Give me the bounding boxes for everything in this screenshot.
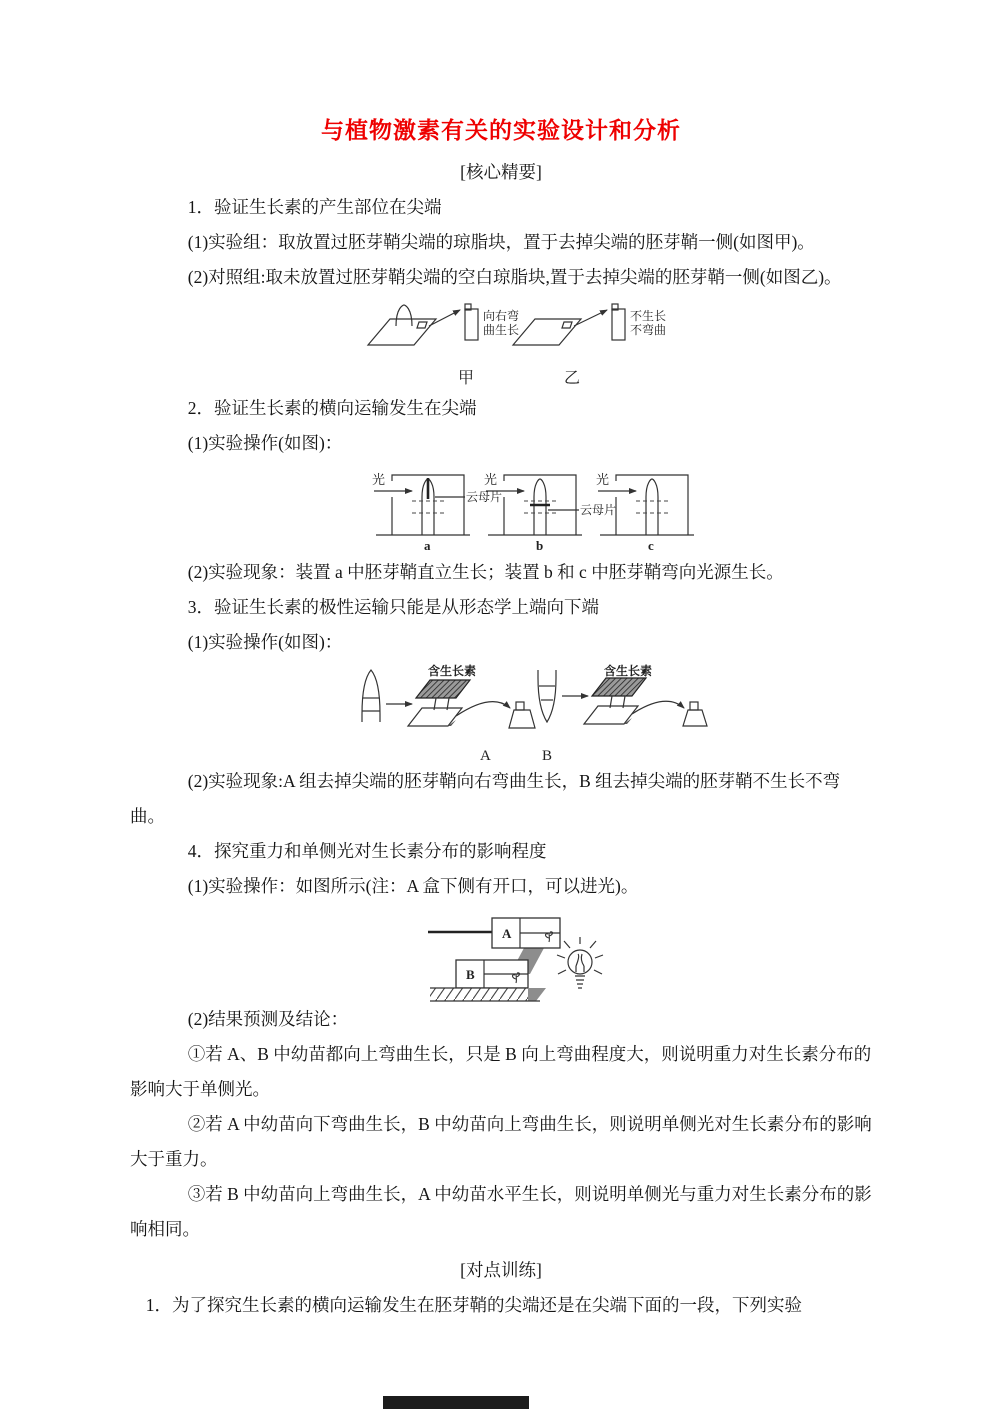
upright-segment-icon xyxy=(362,670,380,722)
figure-polar-transport-svg xyxy=(352,664,714,764)
para-item3-result: (2)实验现象:A 组去掉尖端的胚芽鞘向右弯曲生长，B 组去掉尖端的胚芽鞘不生长不弯曲。 xyxy=(130,771,841,826)
light-label-a: 光 xyxy=(372,472,386,487)
para-item4-c2: ②若 A 中幼苗向下弯曲生长，B 中幼苗向上弯曲生长，则说明单侧光对生长素分布的影响大于重力。 xyxy=(130,1114,872,1169)
training-header: [对点训练] xyxy=(460,1260,542,1280)
auxin-agar-block-A xyxy=(416,680,470,698)
decapitated-coleoptile-jia xyxy=(465,309,478,340)
slide-jia xyxy=(368,319,436,345)
para-item3-op: (1)实验操作(如图)： xyxy=(187,632,343,652)
page-title: 与植物激素有关的实验设计和分析 xyxy=(321,117,681,143)
mica-label-a: 云母片 xyxy=(466,490,503,504)
group-B xyxy=(538,664,707,764)
para-item4-title: 4．探究重力和单侧光对生长素分布的影响程度 xyxy=(187,841,547,861)
dark-box-c xyxy=(616,475,688,535)
label-jia: 甲 xyxy=(458,370,475,387)
para-item4-op: (1)实验操作：如图所示(注：A 盒下侧有开口，可以进光)。 xyxy=(187,876,639,896)
para-item2-title: 2．验证生长素的横向运输发生在尖端 xyxy=(187,398,477,418)
receiver-agar-A xyxy=(516,702,524,710)
light-label-c: 光 xyxy=(596,472,610,487)
figure-gravity-light-svg xyxy=(428,908,618,1002)
coleoptile-b xyxy=(534,479,546,535)
curved-arrow-B xyxy=(632,701,684,714)
receiver-coleoptile-A xyxy=(509,710,535,728)
group-A xyxy=(362,664,535,764)
arrow-yi xyxy=(574,310,607,326)
auxin-agar-block-B xyxy=(592,678,646,696)
decapitated-coleoptile-yi xyxy=(612,309,625,340)
receiver-agar-B xyxy=(690,702,698,710)
figure-lateral-transport-svg xyxy=(372,467,702,553)
document-content xyxy=(130,112,872,1323)
receiver-coleoptile-B xyxy=(683,710,707,726)
para-item3-title: 3．验证生长素的极性运输只能是从形态学上端向下端 xyxy=(187,597,599,617)
para-item4-c3: ③若 B 中幼苗向上弯曲生长，A 中幼苗水平生长，则说明单侧光与重力对生长素分布的影响相同。 xyxy=(130,1184,872,1239)
box-B xyxy=(456,960,528,988)
para-item1-ctrl: (2)对照组:取未放置过胚芽鞘尖端的空白琼脂块,置于去掉尖端的胚芽鞘一侧(如图乙)。 xyxy=(187,267,842,287)
figure-production-site-svg xyxy=(366,301,706,389)
result-yi-line1: 不生长 xyxy=(630,309,667,323)
box-B-label: B xyxy=(466,967,475,982)
para-item1-title: 1．验证生长素的产生部位在尖端 xyxy=(187,197,442,217)
box-A-label: A xyxy=(502,926,512,941)
device-a xyxy=(372,472,502,553)
result-yi-line2: 不弯曲 xyxy=(630,323,667,337)
figure-lateral-transport xyxy=(372,467,872,553)
core-essentials-header: [核心精要] xyxy=(460,162,542,182)
page-bottom-artifact xyxy=(383,1396,529,1409)
agar-block-jia xyxy=(417,322,427,328)
device-label-b: b xyxy=(536,538,544,553)
light-label-b: 光 xyxy=(484,472,498,487)
auxin-label-A: 含生长素 xyxy=(428,664,477,678)
auxin-label-B: 含生长素 xyxy=(604,664,653,678)
para-question1: 1．为了探究生长素的横向运输发生在胚芽鞘的尖端还是在尖端下面的一段，下列实验 xyxy=(145,1295,802,1315)
group-jia xyxy=(368,304,519,387)
result-jia-line1: 向右弯 xyxy=(483,309,520,323)
para-item1-exp: (1)实验组：取放置过胚芽鞘尖端的琼脂块，置于去掉尖端的胚芽鞘一侧(如图甲)。 xyxy=(187,232,815,252)
label-B: B xyxy=(542,748,553,764)
box-A xyxy=(492,918,560,948)
agar-block-yi xyxy=(562,322,572,328)
para-item2-result: (2)实验现象：装置 a 中胚芽鞘直立生长；装置 b 和 c 中胚芽鞘弯向光源生长。 xyxy=(187,562,784,582)
device-label-a: a xyxy=(424,538,431,553)
curved-arrow-A xyxy=(456,702,510,716)
arrow-jia xyxy=(429,310,460,326)
group-yi xyxy=(513,304,666,387)
inverted-segment-icon xyxy=(538,670,556,722)
blank-agar-block-B xyxy=(584,706,638,724)
ground-hatch xyxy=(430,988,540,1001)
figure-gravity-light xyxy=(428,908,872,1002)
label-yi: 乙 xyxy=(564,370,581,387)
mica-label-b: 云母片 xyxy=(580,503,617,517)
coleoptile-tip-icon xyxy=(396,305,412,326)
label-A: A xyxy=(480,748,491,764)
figure-polar-transport xyxy=(352,664,872,764)
blank-agar-block-A xyxy=(408,708,462,726)
para-item4-predict: (2)结果预测及结论： xyxy=(187,1009,349,1029)
light-bulb-icon xyxy=(557,937,603,988)
para-item4-c1: ①若 A、B 中幼苗都向上弯曲生长，只是 B 向上弯曲程度大，则说明重力对生长素分布的影响大于单侧光。 xyxy=(130,1044,872,1099)
figure-production-site xyxy=(366,301,872,389)
slide-yi xyxy=(513,319,581,345)
device-label-c: c xyxy=(648,538,654,553)
coleoptile-c xyxy=(646,479,658,535)
para-item2-op: (1)实验操作(如图)： xyxy=(187,433,343,453)
result-jia-line2: 曲生长 xyxy=(483,323,520,337)
